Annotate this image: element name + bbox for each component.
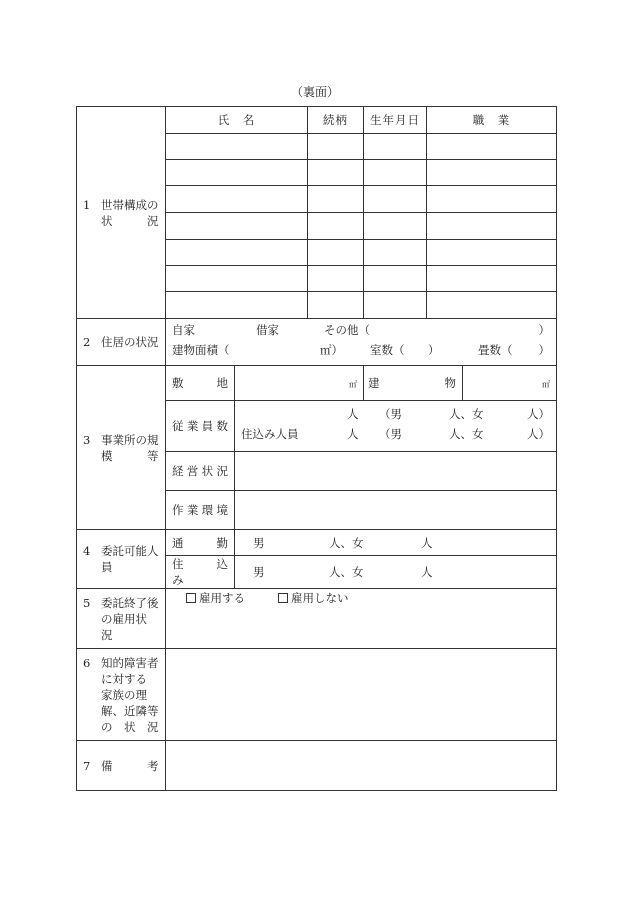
emp-count-unit: 人 xyxy=(347,407,359,421)
household-birthdate-field[interactable] xyxy=(364,186,427,213)
employment-label-line3: 況 xyxy=(101,628,113,642)
understanding-line3: 家族の理 xyxy=(101,687,147,702)
employment-label-cell xyxy=(77,589,166,649)
entrustable-label-line2: 員 xyxy=(101,560,113,574)
household-occupation-field[interactable] xyxy=(427,160,557,186)
own-home-option[interactable]: 自家 xyxy=(172,323,195,337)
household-birthdate-field[interactable] xyxy=(364,266,427,292)
household-relation-field[interactable] xyxy=(308,186,364,213)
household-name-field[interactable] xyxy=(166,186,308,213)
household-number: 1 xyxy=(83,197,91,212)
household-label-line1: 世帯構成の xyxy=(101,197,159,212)
household-relation-field[interactable] xyxy=(308,292,364,319)
site-area-field[interactable] xyxy=(235,366,364,401)
household-birthdate-field[interactable] xyxy=(364,240,427,266)
rooms-label: 室数（ xyxy=(370,343,405,357)
tatami-close: ） xyxy=(538,343,550,357)
other-close: ） xyxy=(538,323,550,337)
other-option[interactable]: その他（ xyxy=(324,323,370,337)
household-occupation-field[interactable] xyxy=(427,134,557,160)
understanding-label-cell xyxy=(77,649,166,741)
housing-label-cell xyxy=(77,319,166,366)
household-relation-field[interactable] xyxy=(308,134,364,160)
understanding-line4: 解、近隣等 xyxy=(101,703,159,718)
household-birthdate-field[interactable] xyxy=(364,213,427,240)
employment-content xyxy=(166,589,557,649)
household-birthdate-field[interactable] xyxy=(364,160,427,186)
household-occupation-field[interactable] xyxy=(427,266,557,292)
employ-yes-label: 雇用する xyxy=(199,591,245,605)
entrustable-label-cell xyxy=(77,530,166,589)
household-name-field[interactable] xyxy=(166,292,308,319)
household-occupation-field[interactable] xyxy=(427,240,557,266)
site-unit: ㎡ xyxy=(349,380,357,389)
building-label: 建 物 xyxy=(364,366,463,401)
remarks-field[interactable] xyxy=(166,741,557,791)
rooms-close: ） xyxy=(428,343,440,357)
building-unit: ㎡ xyxy=(542,380,550,389)
business-label-cell xyxy=(77,366,166,530)
employees-label: 従業員数 xyxy=(166,401,235,452)
live-in-female-unit: 人） xyxy=(527,427,550,441)
household-relation-field[interactable] xyxy=(308,160,364,186)
commute-content[interactable] xyxy=(235,530,557,556)
live-in-count-unit: 人 xyxy=(347,427,359,441)
household-name-field[interactable] xyxy=(166,160,308,186)
understanding-line5: の 状 況 xyxy=(101,719,159,734)
commute-male-unit: 人、女 xyxy=(329,535,364,550)
employment-label-line2: の雇用状 xyxy=(101,612,147,626)
rented-option[interactable]: 借家 xyxy=(256,323,279,337)
household-occupation-field[interactable] xyxy=(427,213,557,240)
household-birthdate-field[interactable] xyxy=(364,292,427,319)
remarks-label-cell xyxy=(77,741,166,791)
entrustable-number: 4 xyxy=(83,544,91,558)
live-in-male-unit: 人、女 xyxy=(449,427,484,441)
environment-label: 作業環境 xyxy=(166,491,235,530)
header-birthdate: 生年月日 xyxy=(364,107,427,134)
remarks-label: 備 考 xyxy=(101,758,159,773)
management-field[interactable] xyxy=(235,452,557,491)
form-table xyxy=(76,106,557,791)
household-name-field[interactable] xyxy=(166,240,308,266)
employment-number: 5 xyxy=(83,596,91,610)
entrustable-label-line1: 委託可能人 xyxy=(101,544,159,558)
understanding-number: 6 xyxy=(83,655,91,670)
employ-no-checkbox[interactable] xyxy=(278,589,349,607)
header-relation: 続柄 xyxy=(308,107,364,134)
housing-content xyxy=(166,319,557,366)
household-name-field[interactable] xyxy=(166,213,308,240)
employment-label-line1: 委託終了後 xyxy=(101,596,159,610)
live-in-content[interactable] xyxy=(235,556,557,589)
household-label-line2: 状 況 xyxy=(101,213,159,228)
household-name-field[interactable] xyxy=(166,134,308,160)
understanding-line2: に対する xyxy=(101,671,147,686)
commute-female-unit: 人 xyxy=(421,535,433,550)
checkbox-icon xyxy=(186,593,196,603)
understanding-field[interactable] xyxy=(166,649,557,741)
environment-field[interactable] xyxy=(235,491,557,530)
housing-number: 2 xyxy=(83,335,91,349)
household-occupation-field[interactable] xyxy=(427,292,557,319)
household-name-field[interactable] xyxy=(166,266,308,292)
live-in-male: 男 xyxy=(253,565,265,579)
emp-female-unit: 人） xyxy=(527,407,550,421)
tatami-label: 畳数（ xyxy=(478,343,513,357)
live-in-male-label: （男 xyxy=(379,427,402,441)
employees-content[interactable] xyxy=(235,401,557,452)
household-relation-field[interactable] xyxy=(308,240,364,266)
household-birthdate-field[interactable] xyxy=(364,134,427,160)
page-title: （裏面） xyxy=(290,85,339,99)
header-occupation: 職 業 xyxy=(427,107,557,134)
housing-label: 住居の状況 xyxy=(101,335,159,349)
header-name: 氏 名 xyxy=(166,107,308,134)
understanding-line1: 知的障害者 xyxy=(101,655,159,670)
checkbox-icon xyxy=(278,593,288,603)
business-label-line2: 模 等 xyxy=(101,448,159,463)
household-occupation-field[interactable] xyxy=(427,186,557,213)
emp-male-unit: 人、女 xyxy=(449,407,484,421)
management-label: 経営状況 xyxy=(166,452,235,491)
building-area-field[interactable] xyxy=(463,366,557,401)
live-in-female-unit: 人 xyxy=(421,565,433,579)
live-in-male-unit: 人、女 xyxy=(329,565,364,579)
commute-label: 通 勤 xyxy=(166,530,235,556)
household-relation-field[interactable] xyxy=(308,213,364,240)
employ-no-label: 雇用しない xyxy=(291,591,349,605)
commute-male: 男 xyxy=(253,535,265,550)
household-label-cell xyxy=(77,107,166,319)
emp-male-label: （男 xyxy=(379,407,402,421)
remarks-number: 7 xyxy=(83,758,91,773)
site-label: 敷 地 xyxy=(166,366,235,401)
floor-area-label: 建物面積（ xyxy=(172,343,230,357)
employ-yes-checkbox[interactable] xyxy=(186,589,245,607)
live-in-label: 住 込 み xyxy=(166,556,235,589)
floor-area-unit: ㎡） xyxy=(320,343,343,357)
live-in-staff-label: 住込み人員 xyxy=(241,427,299,441)
business-number: 3 xyxy=(83,432,91,447)
household-relation-field[interactable] xyxy=(308,266,364,292)
business-label-line1: 事業所の規 xyxy=(101,432,159,447)
